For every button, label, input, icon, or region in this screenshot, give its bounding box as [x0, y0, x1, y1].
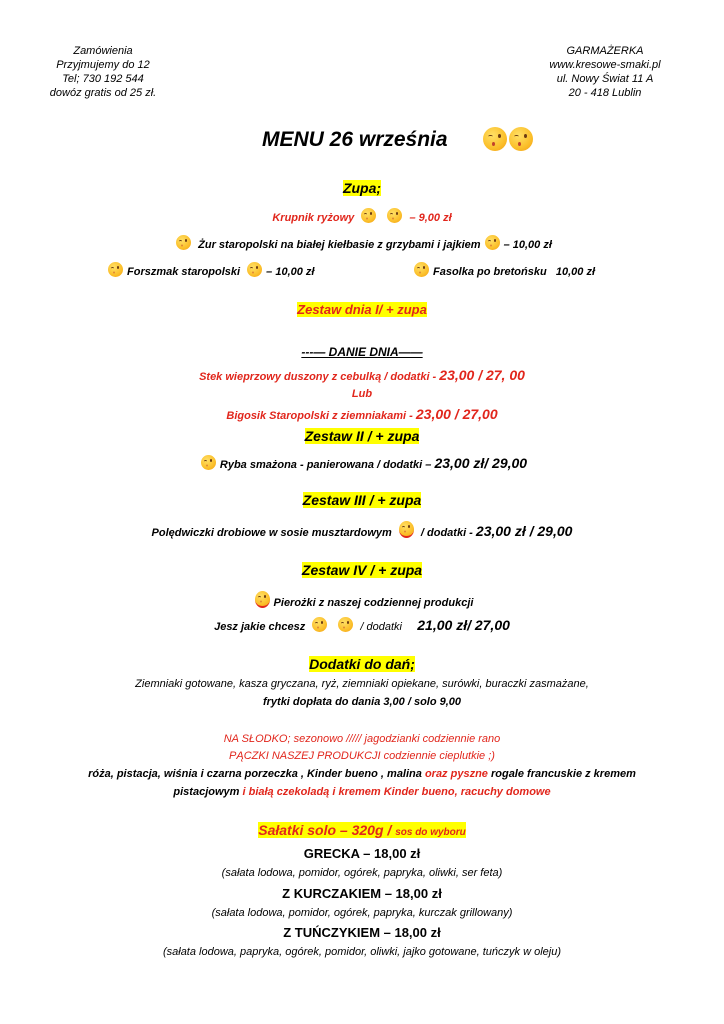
soup-zur: Żur staropolski na białej kiełbasie z grzybami i jajkiem – 10,00 zł — [0, 235, 724, 251]
header-left-line: dowóz gratis od 25 zł. — [49, 87, 157, 99]
salads-heading: Sałatki solo – 320g / sos do wyboru — [258, 822, 466, 838]
set4-heading: Zestaw IV / + zupa — [301, 562, 423, 578]
salad-name: Z KURCZAKIEM – 18,00 zł — [282, 886, 442, 901]
set3-heading: Zestaw III / + zupa — [302, 492, 422, 508]
wink-emoji-icon — [483, 127, 507, 151]
wink-emoji-icon — [399, 521, 414, 538]
wink-emoji-icon — [509, 127, 533, 151]
set2-line: Ryba smażona - panierowana / dodatki – 23,00 zł/ 29,00 — [0, 455, 724, 471]
salad-desc: (sałata lodowa, pomidor, ogórek, papryka, kurczak grillowany) — [211, 907, 513, 919]
set2-heading: Zestaw II / + zupa — [304, 428, 420, 444]
wink-emoji-icon — [485, 235, 500, 250]
header-left-line: Zamówienia — [73, 45, 133, 57]
soup-forszmak: Forszmak staropolski – 10,00 zł — [104, 262, 314, 278]
set1-heading: Zestaw dnia I/ + zupa — [297, 302, 427, 317]
wink-emoji-icon — [387, 208, 402, 223]
set1-line1: Stek wieprzowy duszony z cebulką / dodatki - 23,00 / 27, 00 — [199, 367, 525, 383]
sweets-line1: NA SŁODKO; sezonowo ///// jagodzianki codziennie rano — [223, 733, 501, 745]
soup-heading: Zupa; — [342, 180, 382, 196]
salad-desc: (sałata lodowa, pomidor, ogórek, papryka, oliwki, ser feta) — [221, 867, 503, 879]
set1-or: Lub — [351, 388, 373, 400]
wink-emoji-icon — [255, 591, 270, 608]
wink-emoji-icon — [247, 262, 262, 277]
set3-line: Polędwiczki drobiowe w sosie musztardowym / dodatki - 23,00 zł / 29,00 — [151, 523, 573, 539]
salad-name: Z TUŃCZYKIEM – 18,00 zł — [283, 925, 441, 940]
header-right-line: 20 - 418 Lublin — [568, 87, 642, 99]
soup-fasolka: Fasolka po bretońsku 10,00 zł — [410, 262, 595, 278]
wink-emoji-icon — [176, 235, 191, 250]
sides-line2: frytki dopłata do dania 3,00 / solo 9,00 — [262, 696, 462, 708]
wink-emoji-icon — [108, 262, 123, 277]
set4-line2: Jesz jakie chcesz / dodatki 21,00 zł/ 27,00 — [214, 617, 510, 633]
title-text: MENU 26 września — [262, 128, 448, 151]
danie-dnia-heading: ---— DANIE DNIA—— — [301, 345, 423, 359]
wink-emoji-icon — [338, 617, 353, 632]
title-emojis — [482, 127, 534, 152]
sweets-line3: róża, pistacja, wiśnia i czarna porzeczka , Kinder bueno , malina oraz pyszne rogale francuskie z kremem — [88, 768, 636, 780]
sides-line1: Ziemniaki gotowane, kasza gryczana, ryż, ziemniaki opiekane, surówki, buraczki zasmażane, — [135, 678, 589, 690]
header-right-line[interactable]: www.kresowe-smaki.pl — [549, 59, 661, 71]
header-right-line: GARMAŻERKA — [566, 45, 644, 57]
salad-desc: (sałata lodowa, papryka, ogórek, pomidor, oliwki, jajko gotowane, tuńczyk w oleju) — [162, 946, 562, 958]
page-title — [262, 128, 448, 152]
wink-emoji-icon — [361, 208, 376, 223]
salad-name: GRECKA – 18,00 zł — [303, 846, 421, 861]
wink-emoji-icon — [312, 617, 327, 632]
wink-emoji-icon — [414, 262, 429, 277]
contact-block — [28, 44, 178, 100]
soup-krupnik: Krupnik ryżowy – 9,00 zł — [0, 208, 724, 224]
header-left-line: Przyjmujemy do 12 — [56, 59, 150, 71]
sweets-line4: pistacjowym i białą czekoladą i kremem Kinder bueno, racuchy domowe — [173, 786, 551, 798]
sides-heading: Dodatki do dań; — [309, 656, 415, 672]
header-right-line: ul. Nowy Świat 11 A — [556, 73, 654, 85]
sweets-line2: PĄCZKI NASZEJ PRODUKCJI codziennie cieplutkie ;) — [229, 750, 495, 762]
wink-emoji-icon — [201, 455, 216, 470]
set1-line2: Bigosik Staropolski z ziemniakami - 23,00 / 27,00 — [226, 406, 498, 422]
set4-line1: Pierożki z naszej codziennej produkcji — [0, 591, 724, 609]
header-left-line: Tel; 730 192 544 — [62, 73, 144, 85]
address-block — [515, 44, 695, 100]
